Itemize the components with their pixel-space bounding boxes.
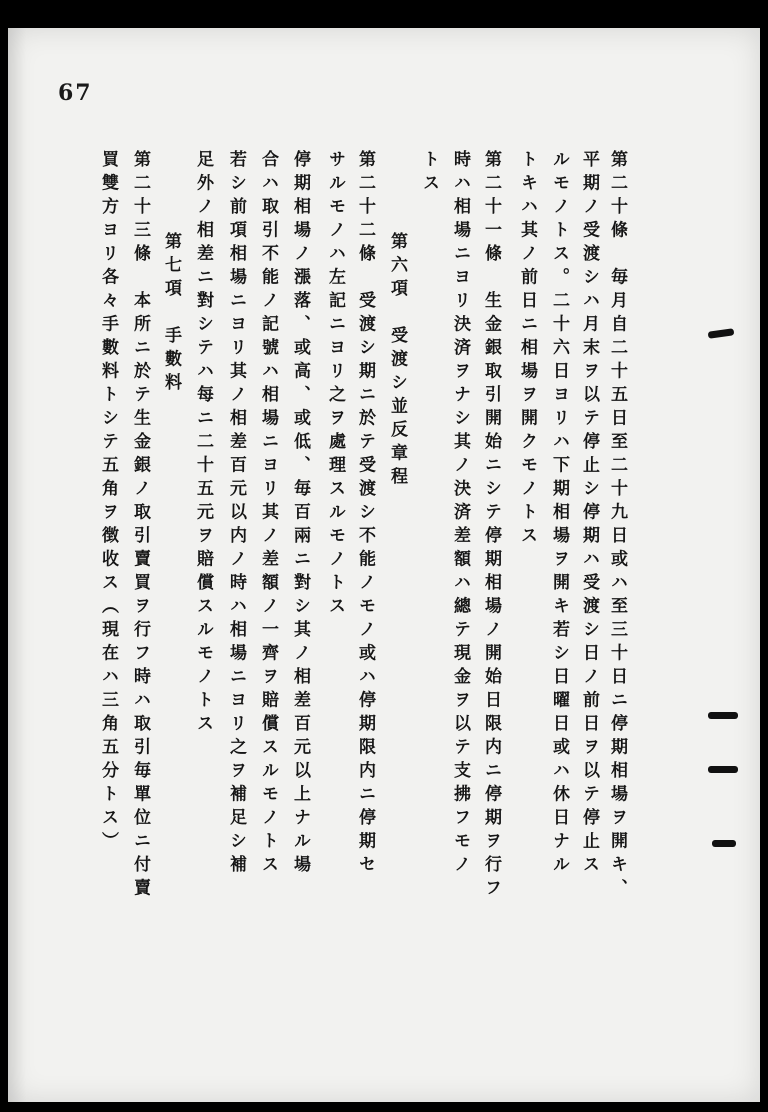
margin-mark-2 bbox=[708, 712, 738, 719]
text-column-6: 時ハ相場ニヨリ決済ヲナシ其ノ決済差額ハ總テ現金ヲ以テ支拂フモノ bbox=[450, 150, 470, 879]
text-column-2: 平期ノ受渡シハ月末ヲ以テ停止シ停期ハ受渡シ日ノ前日ヲ以テ停止ス bbox=[579, 150, 599, 879]
margin-mark-1 bbox=[708, 328, 735, 339]
page-edge-shadow bbox=[8, 28, 26, 1102]
text-column-3: ルモノトス。二十六日ヨリハ下期相場ヲ開キ若シ日曜日或ハ休日ナル bbox=[549, 150, 569, 879]
text-column-14: 足外ノ相差ニ對シテハ每ニ二十五元ヲ賠償スルモノトス bbox=[193, 150, 213, 738]
text-column-9: 第二十二條 受渡シ期ニ於テ受渡シ不能ノモノ或ハ停期限内ニ停期セ bbox=[355, 150, 375, 879]
section-heading-6: 第六項 受渡シ並反章程 bbox=[387, 232, 407, 491]
text-column-17: 買雙方ヨリ各々手數料トシテ五角ヲ徴收ス（現在ハ三角五分トス） bbox=[98, 150, 118, 855]
text-column-4: トキハ其ノ前日ニ相場ヲ開クモノトス bbox=[517, 150, 537, 550]
text-column-16: 第二十三條 本所ニ於テ生金銀ノ取引賣買ヲ行フ時ハ取引毎單位ニ付賣 bbox=[130, 150, 150, 902]
margin-mark-4 bbox=[712, 840, 736, 847]
page-number: 67 bbox=[58, 80, 93, 106]
text-column-5: 第二十一條 生金銀取引開始ニシテ停期相場ノ開始日限内ニ停期ヲ行フ bbox=[481, 150, 501, 902]
text-column-13: 若シ前項相場ニヨリ其ノ相差百元以内ノ時ハ相場ニヨリ之ヲ補足シ補 bbox=[226, 150, 246, 879]
text-column-1: 第二十條 毎月自二十五日至二十九日或ハ至三十日ニ停期相場ヲ開キ、 bbox=[607, 150, 627, 902]
text-column-10: サルモノハ左記ニヨリ之ヲ處理スルモノトス bbox=[325, 150, 345, 620]
text-column-7: トス bbox=[419, 150, 439, 197]
document-page bbox=[8, 28, 760, 1102]
text-column-11: 停期相場ノ漲落、或高、或低、毎百兩ニ對シ其ノ相差百元以上ナル場 bbox=[290, 150, 310, 879]
margin-mark-3 bbox=[708, 766, 738, 773]
text-column-12: 合ハ取引不能ノ記號ハ相場ニヨリ其ノ差額ノ一齊ヲ賠償スルモノトス bbox=[258, 150, 278, 879]
section-heading-7: 第七項 手數料 bbox=[161, 232, 181, 397]
